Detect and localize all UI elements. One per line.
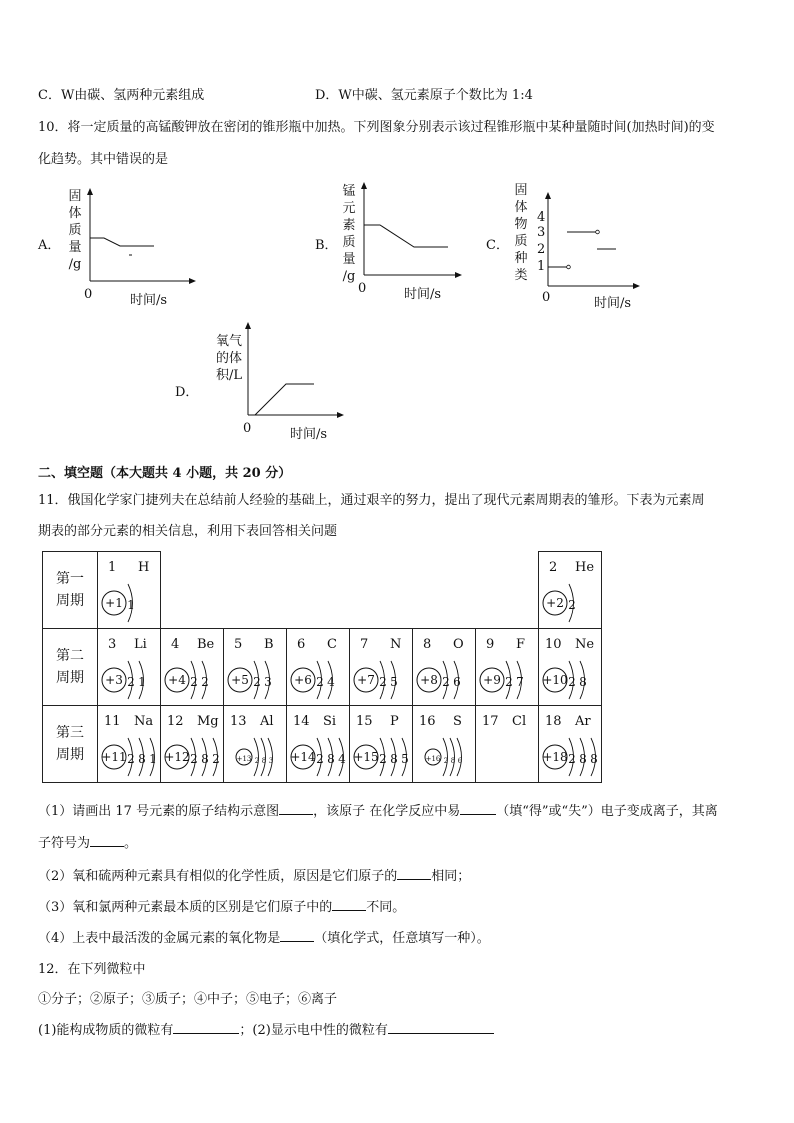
element-symbol: Li [134, 637, 147, 652]
graph-c-origin: 0 [542, 290, 551, 305]
graph-b-origin: 0 [358, 281, 367, 296]
answer-blank[interactable] [460, 802, 496, 815]
nucleus-charge: +8 [420, 673, 438, 687]
shell-electron-count: 6 [457, 757, 463, 765]
element-symbol: Si [323, 714, 337, 729]
q12-subs: (1)能构成物质的微粒有 ；(2)显示电中性的微粒有 [38, 1019, 494, 1038]
atomic-number: 12 [167, 714, 184, 729]
nucleus-charge: +2 [546, 596, 564, 610]
atom-structure-diagram [98, 706, 160, 782]
atom-structure-diagram [224, 629, 286, 705]
nucleus-charge: +12 [164, 750, 190, 764]
answer-blank[interactable] [397, 867, 431, 880]
element-cell-h [98, 552, 161, 629]
shell-electron-count: 2 [442, 675, 450, 689]
atomic-number: 11 [104, 714, 121, 729]
element-cell-ar [539, 706, 602, 783]
element-symbol: Al [260, 714, 274, 729]
element-cell-p [350, 706, 413, 783]
nucleus-charge: +3 [105, 673, 123, 687]
period-3-label: 第三 周期 [43, 706, 98, 783]
nucleus-charge: +11 [101, 750, 127, 764]
element-symbol: Mg [197, 714, 219, 729]
shell-electron-count: 7 [516, 675, 524, 689]
q9-option-c: C．W由碳、氢两种元素组成 [38, 88, 205, 103]
answer-blank[interactable] [332, 898, 366, 911]
nucleus-charge: +7 [357, 673, 375, 687]
atom-structure-diagram [413, 629, 475, 705]
q11-sub1-line1: （1）请画出 17 号元素的原子结构示意图 ，该原子 在化学反应中易 （填“得”或“失”）电子变成离子，其离 [38, 804, 718, 819]
answer-blank[interactable] [173, 1021, 239, 1034]
shell-electron-count: 8 [390, 752, 398, 766]
q11-sub2: （2）氧和硫两种元素具有相似的化学性质，原因是它们原子的 相同； [38, 869, 471, 884]
q11-stem-line1: 11．俄国化学家门捷列夫在总结前人经验的基础上，通过艰辛的努力，提出了现代元素周期表的雏形。下表为元素周 [38, 493, 705, 508]
graph-a-plot [82, 186, 202, 286]
q10-stem-line1: 10．将一定质量的高锰酸钾放在密闭的锥形瓶中加热。下列图象分别表示该过程锥形瓶中某种量随时间(加热时间)的变 [38, 120, 715, 135]
atom-structure-diagram [224, 706, 286, 782]
q11-sub4: （4）上表中最活泼的金属元素的氧化物是 （填化学式，任意填写一种）。 [38, 931, 490, 946]
shell-electron-count: 2 [127, 675, 135, 689]
graph-d-xlabel: 时间/s [290, 427, 328, 442]
q9-option-d: D．W中碳、氢元素原子个数比为 1:4 [315, 88, 533, 103]
element-cell-be [161, 629, 224, 706]
shell-electron-count: 2 [127, 752, 135, 766]
answer-blank[interactable] [279, 802, 313, 815]
atomic-number: 7 [360, 637, 369, 652]
atom-structure-diagram [350, 706, 412, 782]
element-cell-na [98, 706, 161, 783]
atomic-number: 6 [297, 637, 306, 652]
atom-structure-diagram [350, 629, 412, 705]
element-symbol: Na [134, 714, 154, 729]
graph-b-plot [356, 180, 466, 280]
nucleus-charge: +5 [231, 673, 249, 687]
shell-electron-count: 2 [190, 675, 198, 689]
element-symbol: He [575, 560, 595, 575]
nucleus-charge: +10 [542, 673, 568, 687]
shell-electron-count: 2 [568, 752, 576, 766]
element-symbol: F [516, 637, 526, 652]
q12-stem: 12．在下列微粒中 [38, 962, 146, 977]
shell-electron-count: 1 [149, 752, 157, 766]
shell-electron-count: 2 [316, 675, 324, 689]
atomic-number: 8 [423, 637, 432, 652]
q11-sub1-line2: 子符号为 。 [38, 836, 138, 851]
graph-a-ylabel: 固 体 质 量 /g [68, 189, 82, 272]
shell-electron-count: 5 [390, 675, 398, 689]
period-2-label: 第二 周期 [43, 629, 98, 706]
shell-electron-count: 2 [505, 675, 513, 689]
graph-a-xlabel: 时间/s [130, 293, 168, 308]
nucleus-charge: +18 [542, 750, 568, 764]
atom-structure-diagram [539, 629, 601, 705]
nucleus-charge: +9 [483, 673, 501, 687]
element-symbol: P [390, 714, 399, 729]
nucleus-charge: +4 [168, 673, 186, 687]
element-symbol: Cl [512, 714, 527, 729]
graph-c-ylabel: 固 体 物 质 种 类 [514, 183, 528, 283]
answer-blank[interactable] [280, 929, 314, 942]
shell-electron-count: 2 [568, 598, 576, 612]
atomic-number: 9 [486, 637, 495, 652]
shell-electron-count: 2 [568, 675, 576, 689]
graph-b-xlabel: 时间/s [404, 287, 442, 302]
element-symbol: H [138, 560, 150, 575]
element-symbol: S [453, 714, 462, 729]
graph-c-ytick-1: 1 [537, 259, 546, 274]
shell-electron-count: 4 [327, 675, 335, 689]
shell-electron-count: 8 [450, 757, 456, 765]
shell-electron-count: 3 [268, 757, 274, 765]
q12-options: ①分子；②原子；③质子；④中子；⑤电子；⑥离子 [38, 992, 338, 1007]
atomic-number: 1 [108, 560, 117, 575]
atom-structure-diagram [287, 706, 349, 782]
atomic-number: 5 [234, 637, 243, 652]
graph-b-option-label: B． [315, 238, 338, 253]
atomic-number: 18 [545, 714, 562, 729]
graph-d-origin: 0 [243, 421, 252, 436]
shell-electron-count: 2 [443, 757, 449, 765]
shell-electron-count: 2 [379, 675, 387, 689]
shell-electron-count: 2 [212, 752, 220, 766]
atomic-number: 15 [356, 714, 373, 729]
shell-electron-count: 8 [579, 752, 587, 766]
graph-c-option-label: C． [486, 238, 509, 253]
element-symbol: B [264, 637, 274, 652]
shell-electron-count: 2 [253, 675, 261, 689]
shell-electron-count: 2 [379, 752, 387, 766]
atom-structure-diagram [413, 706, 475, 782]
shell-electron-count: 8 [590, 752, 598, 766]
graph-a-origin: 0 [84, 287, 93, 302]
nucleus-charge: +16 [425, 755, 441, 763]
answer-blank[interactable] [90, 834, 124, 847]
graph-d-plot [240, 320, 350, 420]
graph-c-ytick-3: 3 [537, 225, 546, 240]
element-symbol: Ne [575, 637, 595, 652]
shell-electron-count: 2 [316, 752, 324, 766]
graph-c-xlabel: 时间/s [594, 296, 632, 311]
atom-structure-diagram [539, 706, 601, 782]
shell-electron-count: 6 [453, 675, 461, 689]
q11-sub3: （3）氧和氯两种元素最本质的区别是它们原子中的 不同。 [38, 900, 406, 915]
nucleus-charge: +15 [353, 750, 379, 764]
atomic-number: 3 [108, 637, 117, 652]
atomic-number: 13 [230, 714, 247, 729]
atomic-number: 17 [482, 714, 499, 729]
graph-d-ylabel: 氧气 的体 积/L [216, 334, 243, 383]
shell-electron-count: 2 [190, 752, 198, 766]
element-cell-b [224, 629, 287, 706]
shell-electron-count: 8 [579, 675, 587, 689]
element-cell-o [413, 629, 476, 706]
q10-stem-line2: 化趋势。其中错误的是 [38, 152, 169, 167]
nucleus-charge: +14 [290, 750, 316, 764]
shell-electron-count: 2 [201, 675, 209, 689]
atomic-number: 2 [549, 560, 558, 575]
shell-electron-count: 5 [401, 752, 409, 766]
element-cell-s [413, 706, 476, 783]
nucleus-charge: +13 [236, 755, 252, 763]
shell-electron-count: 4 [338, 752, 346, 766]
period-1-label: 第一 周期 [43, 552, 98, 629]
periodic-table [42, 551, 602, 783]
graph-a-option-label: A． [38, 238, 61, 253]
q11-stem-line2: 期表的部分元素的相关信息，利用下表回答相关问题 [38, 524, 338, 539]
atomic-number: 10 [545, 637, 562, 652]
atom-structure-diagram [476, 629, 538, 705]
element-symbol: Be [197, 637, 215, 652]
nucleus-charge: +6 [294, 673, 312, 687]
element-symbol: N [390, 637, 402, 652]
shell-electron-count: 1 [138, 675, 146, 689]
shell-electron-count: 8 [327, 752, 335, 766]
shell-electron-count: 3 [264, 675, 272, 689]
element-cell-li [98, 629, 161, 706]
section-title: 二、填空题（本大题共 4 小题，共 20 分） [38, 466, 292, 481]
element-cell-f [476, 629, 539, 706]
element-cell-n [350, 629, 413, 706]
graph-b-ylabel: 锰 元 素 质 量 /g [342, 184, 356, 284]
element-symbol: O [453, 637, 464, 652]
shell-electron-count: 2 [254, 757, 260, 765]
element-symbol: Ar [575, 714, 591, 729]
graph-d-option-label: D． [175, 385, 199, 400]
element-cell-ne [539, 629, 602, 706]
atom-structure-diagram [98, 629, 160, 705]
atom-structure-diagram [98, 552, 160, 628]
atom-structure-diagram [287, 629, 349, 705]
element-cell-he [539, 552, 602, 629]
atom-structure-diagram [161, 706, 223, 782]
atom-structure-diagram [539, 552, 601, 628]
answer-blank[interactable] [388, 1021, 494, 1034]
element-symbol: C [327, 637, 337, 652]
element-cell-al [224, 706, 287, 783]
shell-electron-count: 8 [138, 752, 146, 766]
shell-electron-count: 8 [201, 752, 209, 766]
graph-c-plot [540, 190, 644, 290]
atomic-number: 16 [419, 714, 436, 729]
element-cell-c [287, 629, 350, 706]
nucleus-charge: +1 [105, 596, 123, 610]
element-cell-si [287, 706, 350, 783]
element-cell-mg [161, 706, 224, 783]
shell-electron-count: 1 [127, 598, 135, 612]
graph-c-ytick-4: 4 [537, 210, 546, 225]
atom-structure-diagram [161, 629, 223, 705]
atomic-number: 4 [171, 637, 180, 652]
element-cell-cl [476, 706, 539, 783]
atomic-number: 14 [293, 714, 310, 729]
shell-electron-count: 8 [261, 757, 267, 765]
graph-c-ytick-2: 2 [537, 242, 546, 257]
